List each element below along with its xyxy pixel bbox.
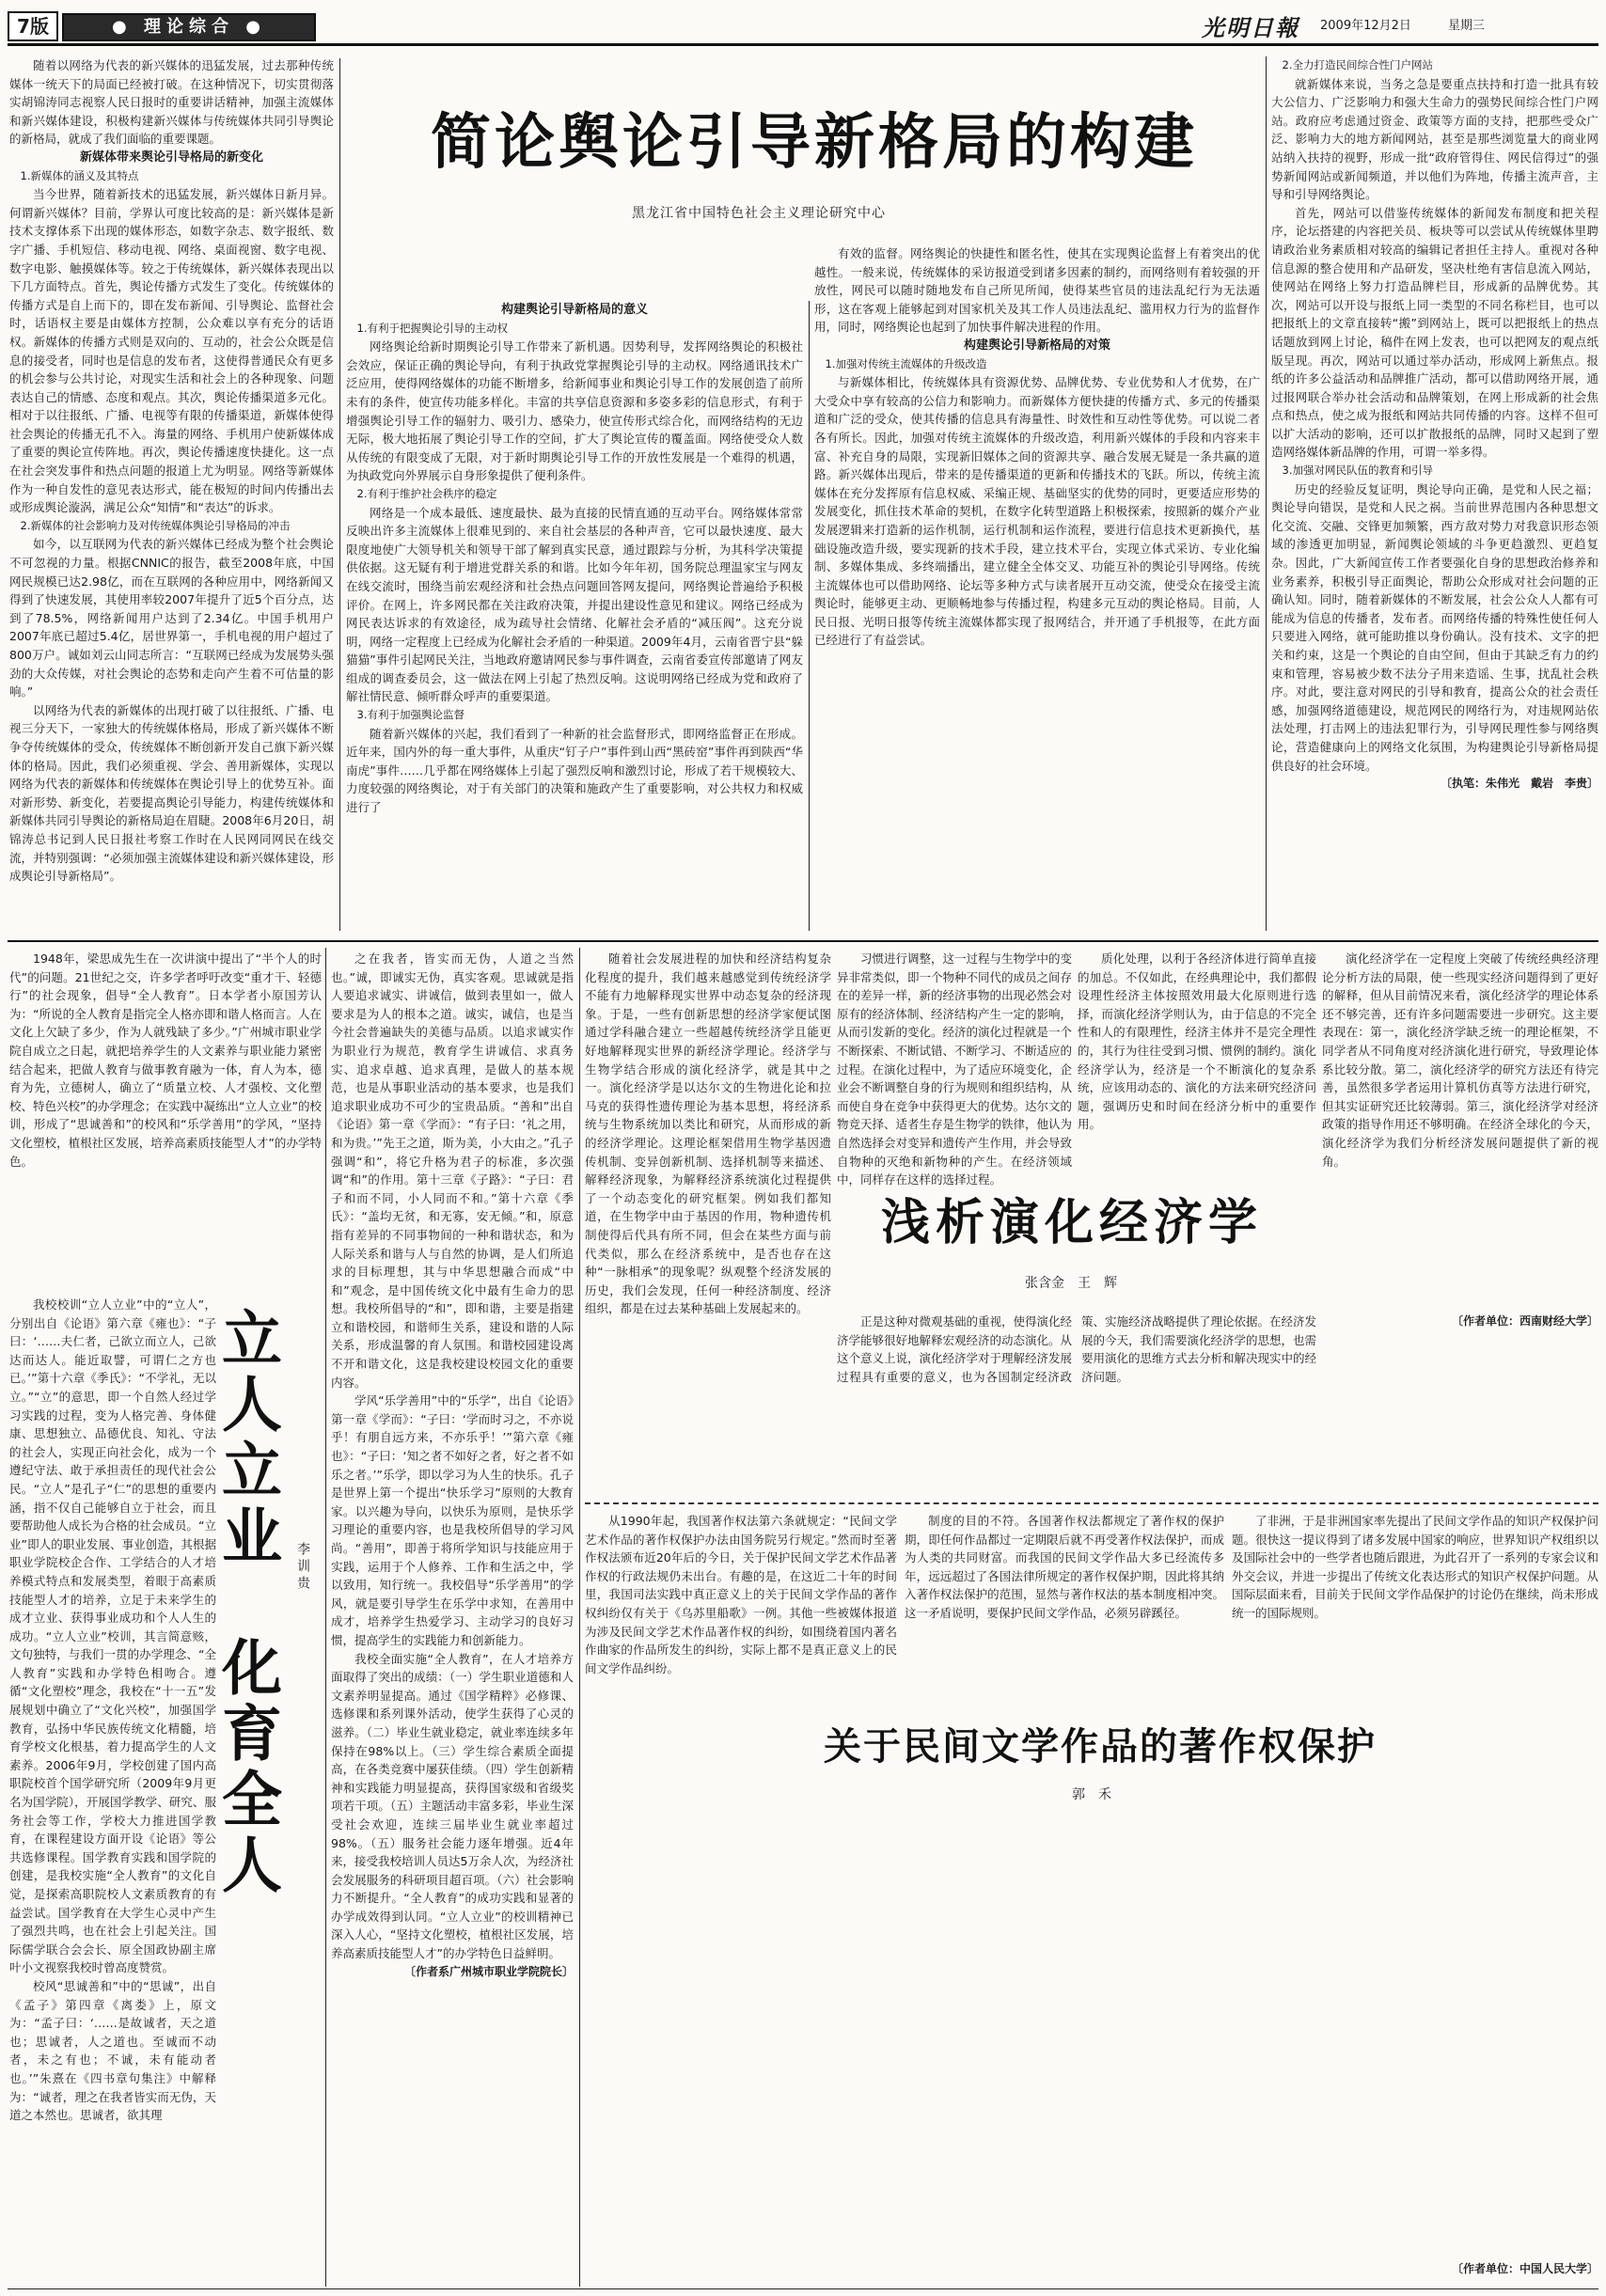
article2-paragraph: 我校校训“立人立业”中的“立人”，分别出自《论语》第六章《雍也》：“子曰：‘……夫仁者，己欲立而立人，己欲达而达人。能近取譬，可谓仁之方也已。’”第十六章《季氏》：“不学礼，无以立。”“立”的意思，即一个自然人经过学习实践的过程，变为人格完善、身体健康、思想独立、品德优良、知礼、守法的社会人，实现正向社会化，成为一个遵纪守法、敢于承担责任的现代社会公民。“立人”是孔子“仁”的思想的重要内涵，指不仅自己能够自立于社会，而且要帮助他人成长为合格的社会成员。“立业”即人的职业发展、事业创造，其根据职业学院校企合作、工学结合的人才培养模式特点和发展类型，着眼于高素质技能型人才的培养，立足于未来学生的成才立业、获得事业成功和个人人生的成功。“立人立业”校训，其言简意赅，文句独特，与我们一贯的办学理念、“全人教育”实践和办学特色相吻合。遵循“文化塑校”理念，我校在“十一五”发展规划中确立了“文化兴校”，加强国学教育，弘扬中华民族传统文化精髓，培育学校文化根基，着力提高学生的人文素养。2006年9月，学校创建了国内高职院校首个国学研究所（2009年9月更名为国学院），开展国学教学、研究、服务社会等工作，学校大力推进国学教育，在课程建设方面开设《论语》等公共选修课程。国学教育实践和国学院的创建，是我校实施“全人教育”的文化自觉，是探索高职院校人文素质教育的有益尝试。国学教育在大学生心灵中产生了强烈共鸣，也在社会上引起关注。国际儒学联合会会长、原全国政协副主席叶小文视察我校时曾高度赞赏。 xyxy=(9,1297,216,1975)
section-banner xyxy=(62,13,316,41)
article1-paragraph: 以网络为代表的新媒体的出现打破了以往报纸、广播、电视三分天下，一家独大的传统媒体格局，形成了新兴媒体不断争夺传统媒体的受众，传统媒体不断创新开发自己旗下新兴媒体的格局。因此，我们必须重视、学会、善用新媒体，实现以网络为代表的新媒体和传统媒体在舆论引导上的优势互补。面对新形势、新变化，若要提高舆论引导能力，构建传统媒体和新媒体共同引导舆论的新格局迫在眉睫。2008年6月20日，胡锦涛总书记到人民日报社考察工作时在人民网同网民在线交流，并特别强调：“必须加强主流媒体建设和新兴媒体建设，形成舆论引导新格局”。 xyxy=(9,702,334,884)
article1-point-1-1: 1.新媒体的涵义及其特点 xyxy=(20,168,139,182)
section-name: 理论综合 xyxy=(144,17,234,37)
article1-point-2-3: 3.有利于加强舆论监督 xyxy=(356,708,464,722)
article1-column-2 xyxy=(346,301,803,931)
article3-column-3 xyxy=(1078,950,1316,1166)
article2-credit: 〔作者系广州城市职业学院院长〕 xyxy=(403,1964,574,1978)
article4-column-1 xyxy=(585,1512,897,2283)
article4-author: 郭 禾 xyxy=(1072,1785,1111,1803)
article2-paragraph: 我校全面实施“全人教育”，在人才培养方面取得了突出的成绩：（一）学生职业道德和人文素养明显提高。通过《国学精粹》必修课、选修课和系列课外活动，使学生获得了心灵的滋养。（二）毕业生就业稳定，就业率连续多年保持在98%以上。（三）学生综合素质全面提高，在各类竞赛中屡获佳绩。（四）学生创新精神和实践能力明显提高，获得国家级和省级奖项若干项。（五）主题活动丰富多彩，毕业生深受社会欢迎，连续三届毕业生就业率超过98%。（五）服务社会能力逐年增强。近4年来，接受我校培训人员达5万余人次，为经济社会发展服务的科研项目超百项。（六）社会影响力不断提升。“全人教育”的成功实践和显著的办学成效得到认同。“立人立业”的校训精神已深入人心，“坚持文化塑校，植根社区发展，培养高素质技能型人才”的办学特色日益鲜明。 xyxy=(331,1651,574,1961)
article1-paragraph: 就新媒体来说，当务之急是要重点扶持和打造一批具有较大公信力、广泛影响力和强大生命力的强势民间综合性门户网站。政府应考虑通过资金、政策等方面的支持，把那些受众广泛、影响力大的地方新闻网站，甚至是那些浏览量大的商业网站纳入扶持的视野，形成一批“政府管得住、网民信得过”的强势新闻网站或新闻频道，并以他们为阵地，传播主流声音，主导和引导网络舆论。 xyxy=(1271,76,1598,202)
article1-paragraph: 如今，以互联网为代表的新兴媒体已经成为整个社会舆论不可忽视的力量。根据CNNIC的报告，截至2008年底，中国网民规模已达2.98亿，而在互联网的各种应用中，网络新闻又得到了快速发展，其使用率较2007年提升了近5个百分点，达到了78.5%，网络新闻用户达到了2.34亿。中国手机用户2007年底已超过5.4亿，居世界第一，手机电视的用户超过了800万户。诚如刘云山同志所言：“互联网已经成为发展势头强劲的大众传媒，对社会舆论的态势和走向产生着不可估量的影响。” xyxy=(9,537,334,700)
article1-title: 简论舆论引导新格局的构建 xyxy=(431,107,1198,178)
article1-intro: 随着以网络为代表的新兴媒体的迅猛发展，过去那种传统媒体一统天下的局面已经被打破。在这种情况下，切实贯彻落实胡锦涛同志视察人民日报时的重要讲话精神，加强主流媒体和新兴媒体建设，积极构建新兴媒体与传统媒体共同引导舆论的新格局，就成了我们面临的重要课题。 xyxy=(9,58,334,147)
article3-title: 浅析演化经济学 xyxy=(880,1194,1263,1251)
issue-weekday: 星期三 xyxy=(1448,19,1486,33)
article1-point-2-1: 1.有利于把握舆论引导的主动权 xyxy=(356,321,508,335)
article1-paragraph: 与新媒体相比，传统媒体具有资源优势、品牌优势、专业优势和人才优势，在广大受众中享有较高的公信力和影响力。而新媒体方便快捷的传播方式、多元的传播渠道和广泛的受众，使其传播的信息具有海量性、时效性和互动性等优势。可以说二者各有所长。因此，加强对传统主流媒体的升级改造，利用新兴媒体的手段和内容来丰富、补充自身的局限，实现新旧媒体之间的资源共享、融合发展无疑是一条共赢的道路。新兴媒体出现后，带来的是传播渠道的更新和传播技术的飞跃。所以，传统主流媒体在充分发挥原有信息权威、采编正规、基础坚实的优势的同时，更要适应形势的发展变化，抓住技术革命的契机，在数字化转型道路上积极探索，按照新的媒介产业发展逻辑来打造新的运作机制，运行机制和运作流程，要进行信息技术更新换代，基础设施改造升级，要实现新的技术手段，建立技术平台，实现立体式采访、专业化编制、多媒体集成、多终端播出，建立健全全体交叉、功能互补的舆论引导网络。传统主流媒体也可以借助网络、论坛等多种方式与读者展开互动交流，使受众在接受主流舆论时，能够更主动、更顺畅地参与传播过程，构建多元互动的舆论格局。目前，人民日报、光明日报等传统主流媒体都实现了报网结合，并开通了手机报等，在此方面已经进行了有益尝试。 xyxy=(814,375,1260,648)
column-divider xyxy=(809,301,810,931)
article3-column-4 xyxy=(1322,950,1598,1307)
article2-author: 李训贵 xyxy=(295,1542,310,1593)
column-divider xyxy=(1266,56,1267,931)
article1-point-1-2: 2.新媒体的社会影响力及对传统媒体舆论引导格局的冲击 xyxy=(20,518,291,532)
page-bottom-rule xyxy=(8,2288,1598,2289)
article1-column-1 xyxy=(9,56,334,931)
article4-title: 关于民间文学作品的著作权保护 xyxy=(715,1717,1486,1770)
article3-paragraph: 正是这种对微观基础的重视，使得演化经济学能够很好地解释宏观经济的动态演化。从这个意义上说，演化经济学对于理解经济发展过程具有重要的意义，也为各国制定经济政策、实施经济战略提供了理论依据。在经济发展的今天，我们需要演化经济学的思想，也需要用演化的思维方式去分析和解决现实中的经济问题。 xyxy=(837,1314,1317,1384)
article4-credit-box xyxy=(1232,2260,1598,2276)
article2-paragraph: 校风“思诚善和”中的“思诚”，出自《孟子》第四章《离娄》上，原文为：“孟子曰：‘……是故诚者，天之道也；思诚者，人之道也。至诚而不动者，未之有也；不诚，未有能动者也。’”朱熹在《四书章句集注》中解释为：“诚者，理之在我者皆实而无伪，天道之本然也。思诚者，欲其理 xyxy=(9,1978,216,2123)
article3-paragraph: 演化经济学在一定程度上突破了传统经典经济理论分析方法的局限，使一些现实经济问题得到了更好的解释，但从目前情况来看，演化经济学的理论体系还不够完善，还有许多问题需要进一步研究。这主要表现在：第一，演化经济学缺乏统一的理论框架，不同学者从不同角度对经济演化进行研究，导致理论体系比较分散。第二，演化经济学的研究方法还有待完善，虽然很多学者运用计算机仿真等方法进行研究，但其实证研究还比较薄弱。第三，演化经济学对经济政策的指导作用还不够明确。在经济全球化的今天，演化经济学为我们分析经济发展问题提供了新的视角。 xyxy=(1322,951,1598,1169)
article1-paragraph: 网络是一个成本最低、速度最快、最为直接的民情直通的互动平台。网络媒体常常反映出许多主流媒体上很难见到的、来自社会基层的各种声音，它可以最快速度、最大限度地使广大领导机关和领导干部了解到真实民意，通过跟踪与分析，为其科学决策提供依据。这无疑有利于增进党群关系的和谐。比如今年年初，国务院总理温家宝与网友在线交流时，围绕当前宏观经济和社会热点问题回答网友提问，网络舆论普遍给予积极评价。在网上，许多网民都在关注政府决策，并提出建设性意见和建议。网络已经成为网民表达诉求的有效途径，成为疏导社会情绪、化解社会矛盾的“减压阀”。这充分说明，网络一定程度上已经成为化解社会矛盾的一种渠道。2009年4月，云南省晋宁县“躲猫猫”事件引起网民关注，当地政府邀请网民参与事件调查，云南省委宣传部邀请了网友组成的调查委员会，这一做法在网上引起了热烈反响。这说明网络已经成为党和政府了解社情民意、倾听群众呼声的重要渠道。 xyxy=(346,505,803,704)
article4-paragraph: 从1990年起，我国著作权法第六条就规定：“民间文学艺术作品的著作权保护办法由国务院另行规定。”然而时至著作权法颁布近20年后的今日，关于保护民间文学艺术作品著作权的行政法规仍未出台。有趣的是，在这近二十年的时间里，我国司法实践中真正意义上的关于民间文学作品的著作权纠纷仅有关于《乌苏里船歌》一例。其他一些被媒体报道为涉及民间文学艺术作品著作权的纠纷，如围绕着国内著名作曲家的作品所发生的纠纷，实际上都不是真正意义上的民间文学作品纠纷。 xyxy=(585,1514,897,1675)
article4-paragraph: 了非洲，于是非洲国家率先提出了民间文学作品的知识产权保护问题。很快这一提议得到了诸多发展中国家的响应，世界知识产权组织以及国际社会中的一些学者也随后跟进，为此召开了一系列的专家会议和外交会议，并进一步提出了传统文化表达形式的知识产权保护问题。从国际层面来看，目前关于民间文学作品保护的讨论仍在继续，尚未形成统一的国际规则。 xyxy=(1232,1514,1598,1620)
article2-title: 立人立业 化育全人 xyxy=(212,1307,282,1899)
article1-paragraph: 随着新兴媒体的兴起，我们看到了一种新的社会监督形式，即网络监督正在形成。近年来，国内外的每一重大事件，从重庆“钉子户”事件到山西“黑砖窑”事件再到陕西“华南虎”事件……几乎都在网络媒体上引起了强烈反响和激烈讨论，形成了若干规模较大、力度较强的网络舆论，对于有关部门的决策和施政产生了重要影响，对公共权力和权威进行了 xyxy=(346,726,803,815)
article1-column-3 xyxy=(814,244,1260,931)
column-divider xyxy=(339,58,340,931)
article3-paragraph: 随着社会发展进程的加快和经济结构复杂化程度的提升，我们越来越感觉到传统经济学不能有力地解释现实世界中动态复杂的经济现象。于是，一些有创新思想的经济学家便试图通过学科融合建立一些超越传统经济学且能更好地解释现实世界的新经济学理论。经济学与生物学结合形成的演化经济学，就是其中之一。演化经济学是以达尔文的生物进化论和拉马克的获得性遗传理论为基本思想，将经济系统与生物系统加以类比和研究，从而形成的新的经济学理论。这理论框架借用生物学基因遗传机制、变异创新机制、选择机制等来描述、解释经济现象，为解释经济系统演化过程提供了一个动态变化的研究框架。例如我们都知道，在生物学中由于基因的作用，物种遗传机制使得后代具有所不同，但会在某些方面与前代类似，那么在经济系统中，是否也存在这种“一脉相承”的现象呢？纵观整个经济发展的历史，我们会发现，任何一种经济制度、经济组织，都是在过去某种基础上发展起来的。 xyxy=(585,951,831,1316)
article4-column-2 xyxy=(905,1512,1224,1700)
column-divider xyxy=(325,948,326,2287)
article2-paragraph: 学风“乐学善用”中的“乐学”，出自《论语》第一章《学而》：“子曰：‘学而时习之，不亦说乎！有朋自远方来，不亦乐乎！’”第六章《雍也》：“子曰：‘知之者不如好之者，好之者不如乐之者。’”乐学，即以学习为人生的快乐。孔子是世界上第一个提出“快乐学习”原则的大教育家。以兴趣为导向，以快乐为原则，是快乐学习理论的重要内容，也是我校所倡导的学习风尚。“善用”，即善于将所学知识与技能应用于实践，运用于个人修养、工作和生活之中，学以致用，知行统一。我校倡导“乐学善用”的学风，就是要引导学生在乐学中求知，在善用中成才，培养学生热爱学习、主动学习的良好习惯，提高学生的实践能力和创新能力。 xyxy=(331,1393,574,1647)
article1-point-3-2: 2.全力打造民间综合性门户网站 xyxy=(1282,58,1433,71)
article3-column-5 xyxy=(837,1313,1316,1495)
article1-paragraph: 网络舆论给新时期舆论引导工作带来了新机遇。因势利导，发挥网络舆论的积极社会效应，保证正确的舆论导向，有利于执政党掌握舆论引导的主动权。网络通讯技术广泛应用，使得网络媒体的功能不断增多，给新闻事业和舆论引导工作的发展创造了前所未有的条件，使宣传功能多样化。丰富的共享信息资源和多姿多彩的信息形式，有利于增强舆论引导工作的辐射力、吸引力、感染力，使宣传形式综合化，而网络结构的无边无际，极大地拓展了舆论引导工作的空间，扩大了舆论宣传的覆盖面。网络使受众人数从传统的有限变成了无限，对于新时期舆论引导工作的开放性发展是一个难得的机遇，为执政党向外界展示自身形象提供了便利条件。 xyxy=(346,339,803,483)
column-divider xyxy=(579,948,580,2287)
article2-paragraph: 之在我者，皆实而无伪，人道之当然也。”诚，即诚实无伪，真实客观。思诚就是指人要追求诚实、讲诚信，做到表里如一，做人要求是为人的根本之道。诚实，诚信，也是当今社会普遍缺失的美德与品质。以追求诚实作为职业行为规范，教育学生讲诚信、求真务实、追求卓越、追求真理，是做人的基本规范，也是从事职业活动的基本要求，也是我们追求职业成功不可少的宝贵品质。“善和”出自《论语》第一章《学而》：“有子曰：‘礼之用，和为贵。’”先王之道，斯为美，小大由之。”孔子强调“和”，将它升格为君子的标准，多次强调“和”的作用。第十三章《子路》：“子曰：君子和而不同，小人同而不和。”第十六章《季氏》：“盖均无贫，和无寡，安无倾。”和，原意指有差异的不同事物间的一种和谐状态，和为人际关系和谐与人与自然的协调，是人们所追求的目标理想，其与中华思想融合而成“中和”观念，是中国传统文化中最有生命力的思想。我校所倡导的“和”，即和谐，主要是指建立和谐校园，和谐师生关系，建设和谐的人际关系，形成温馨的育人氛围。和谐校园建设离不开和谐文化，这是我校建设校园文化的重要内容。 xyxy=(331,951,574,1390)
article4-credit: 〔作者单位：中国人民大学〕 xyxy=(1451,2262,1598,2275)
article1-paragraph: 首先，网站可以借鉴传统媒体的新闻发布制度和把关程序，论坛搭建的内容把关员、板块等可以尝试从传统媒体里聘请政治业务素质相对较高的编辑记者担任主持人。重视对各种信息源的整合使用和产品研发，坚决杜绝有害信息流入网站，使网站在网络上努力打造品牌栏目，形成新的品牌优势。其次，网站可以开设与报纸上同一类型的不同名称栏目，也可以把报纸上的文章直接转“搬”到网站上，既可以把报纸上的热点话题放到网上讨论，稿件在网上发表，也可以把网友的观点纸版呈现。再次，网站可以通过举办活动，形成网上新焦点。报纸的许多公益活动和品牌推广活动，都可以借助网络开展，通过报网联合举办社会活动和品牌策划，在网上形成新的社会焦点和热点，使之成为报纸和网站共同传播的内容。这样不但可以扩大活动的影响，还可以扩散报纸的品牌，同时又起到了塑造网络媒体新品牌的作用，可谓一举多得。 xyxy=(1271,205,1598,460)
newspaper-logo: 光明日報 xyxy=(1202,14,1299,41)
star-icon: ● xyxy=(245,17,266,37)
article1-credit: 〔执笔：朱伟光 戴岩 李贵〕 xyxy=(1440,777,1598,791)
article4-paragraph: 制度的目的不符。各国著作权法都规定了著作权的保护期，即任何作品都过一定期限后就不再受著作权法保护，而成为人类的共同财富。而我国的民间文学作品大多已经流传多年，远远超过了各国法律所规定的著作权保护期，因此将其纳入著作权法保护的范围，显然与著作权法的基本制度相冲突。这一矛盾说明，要保护民间文学作品，必须另辟蹊径。 xyxy=(905,1514,1224,1620)
article1-author: 黑龙江省中国特色社会主义理论研究中心 xyxy=(632,206,886,221)
article3-column-2 xyxy=(837,950,1073,1187)
article1-paragraph: 当今世界，随着新技术的迅猛发展，新兴媒体日新月异。何谓新兴媒体？目前，学界认可度比较高的是：新兴媒体是新技术支撑体系下出现的媒体形态，如数字杂志、数字报纸、数字广播、手机短信、移动电视、网络、桌面视窗、数字电视、数字电影、触摸媒体等。较之于传统媒体，新兴媒体表现出以下几方面特点。首先，舆论传播方式发生了变化。传统媒体的传播方式是自上而下的，即在发布新闻、引导舆论、监督社会时，话语权主要是由媒体方控制，公众难以享有充分的话语权。新媒体的传播方式则是双向的、互动的，社会公众既是信息的接受者，同时也是信息的发布者，这使得普通民众有更多的机会参与公共讨论，对现实生活和社会上的各种现象、问题表达自己的情感、态度和观点。其次，舆论传播渠道多元化。相对于以往报纸、广播、电视等有限的传播渠道，新媒体使得社会舆论的传播无孔不入。海量的网络、手机用户使新媒体成了重要的舆论宣传阵地。再次，舆论传播速度快捷化。这一点在社会突发事件和热点问题的报道上尤为明显。网络等新媒体作为一种自发性的意见表达形式，能在极短的时间内传播出去或形成舆论漩涡，满足公众“知情”和“表达”的诉求。 xyxy=(9,187,334,515)
star-icon: ● xyxy=(112,17,133,37)
article2-column-2 xyxy=(331,950,574,2285)
page-number-box xyxy=(8,11,58,41)
article1-paragraph: 有效的监督。网络舆论的快捷性和匿名性，使其在实现舆论监督上有着突出的优越性。一般来说，传统媒体的采访报道受到诸多因素的制约，而网络则有着较强的开放性，网民可以随时随地发布自己所见所闻，使得某些官员的违法乱纪行为无法遁形，这在客观上能够起到对国家机关及其工作人员违法乱纪、滥用权力行为的监督作用，同时，网络舆论也起到了加快事件解决进程的作用。 xyxy=(814,246,1260,335)
article1-point-2-2: 2.有利于维护社会秩序的稳定 xyxy=(356,486,497,500)
section-divider xyxy=(8,940,1598,942)
article1-subheading-a: 新媒体带来舆论引导格局的新变化 xyxy=(79,149,263,165)
article2-paragraph: 1948年，梁思成先生在一次讲演中提出了“半个人的时代”的问题。21世纪之交，许多学者呼吁改变“重才干、轻德行”的社会现象，倡导“全人教育”。日本学者小原国芳认为：“所说的全人教育是指完全人格亦即和谐人格而言。人在文化上欠缺了多少，作为人就残缺了多少。”广州城市职业学院自成立之日起，就把培养学生的人文素养与职业能力紧密结合起来，把做人教育与做事教育融为一体，育人为本，德育为先，立德树人，确立了“质量立校、人才强校、文化塑校、特色兴校”的办学理念；在实践中凝练出“立人立业”的校训，形成了“思诚善和”的校风和“乐学善用”的学风，“坚持文化塑校，植根社区发展，培养高素质技能型人才”的办学特色。 xyxy=(9,951,322,1169)
article3-credit: 〔作者单位：西南财经大学〕 xyxy=(1451,1314,1598,1328)
article1-point-3-1: 1.加强对传统主流媒体的升级改造 xyxy=(825,356,987,370)
article3-author: 张含金 王 辉 xyxy=(1025,1276,1117,1291)
issue-date: 2009年12月2日 xyxy=(1320,19,1411,33)
article1-paragraph: 历史的经验反复证明，舆论导向正确，是党和人民之福；舆论导向错误，是党和人民之祸。当前世界范围内各种思想文化交流、交融、交锋更加频繁，西方敌对势力对我意识形态领域的渗透更加明显，新闻舆论领域的斗争更趋激烈、更趋复杂。因此，广大新闻宣传工作者要强化自身的思想政治修养和业务素养，积极引导正面舆论，帮助公众形成对社会问题的正确认知。同时，随着新媒体的不断发展，社会公众人人都有可能成为信息的传播者，发布者。而网络传播的特殊性使任何人只要进入网络，就可能助推以身份确认。没有技术、文字的把关和约束，这是一个舆论的自由空间，但由于其缺乏有力的约束和管理，容易被少数不法分子用来造谣、生事，扰乱社会秩序。对此，要注意对网民的引导和教育，提高公众的社会责任感，加强网络道德建设，规范网民的网络行为，对违规网站依法处理，打击网上的违法犯罪行为，引导网民理性参与网络舆论，营造健康向上的网络文化氛围，为构建舆论引导新格局提供良好的社会环境。 xyxy=(1271,481,1598,773)
article3-paragraph: 习惯进行调整，这一过程与生物学中的变异非常类似，即一个物种不同代的成员之间存在的差异一样，新的经济事物的出现必然会对原有的经济体制、经济结构产生一定的影响，从而引发新的变化。经济的演化过程就是一个不断探索、不断试错、不断学习、不断适应的过程。在演化过程中，为了适应环境变化，企业会不断调整自身的行为规则和组织结构，从而使自身在竞争中获得更大的优势。达尔文的物竞天择、适者生存是生物学的铁律，他认为自然选择会对变异和遗传产生作用，并会导致自物种的灭绝和新物种的产生。在经济领域中，同样存在这样的选择过程。 xyxy=(837,951,1073,1187)
article1-subheading-c: 构建舆论引导新格局的对策 xyxy=(963,338,1110,353)
article3-paragraph: 质化处理，以利于各经济体进行简单直接的加总。不仅如此，在经典理论中，我们都假设理性经济主体按照效用最大化原则进行选择，而演化经济学则认为，由于信息的不完全性和人的有限理性，经济主体并不是完全理性的，其行为往往受到习惯、惯例的制约。演化经济学认为，经济是一个不断演化的复杂系统，应该用动态的、演化的方法来研究经济问题，强调历史和时间在经济分析中的重要作用。 xyxy=(1078,951,1316,1132)
article2-column-1b xyxy=(9,1296,216,2285)
section-divider xyxy=(585,1502,1598,1504)
article1-subheading-b: 构建舆论引导新格局的意义 xyxy=(500,303,648,317)
page-number: 7版 xyxy=(17,15,49,38)
article4-column-3 xyxy=(1232,1512,1598,2283)
article3-column-1 xyxy=(585,950,831,1495)
article1-column-4 xyxy=(1271,56,1598,931)
masthead-rule xyxy=(8,43,1598,46)
article3-column-6 xyxy=(1322,1313,1598,1495)
article1-point-3-3: 3.加强对网民队伍的教育和引导 xyxy=(1282,464,1433,478)
